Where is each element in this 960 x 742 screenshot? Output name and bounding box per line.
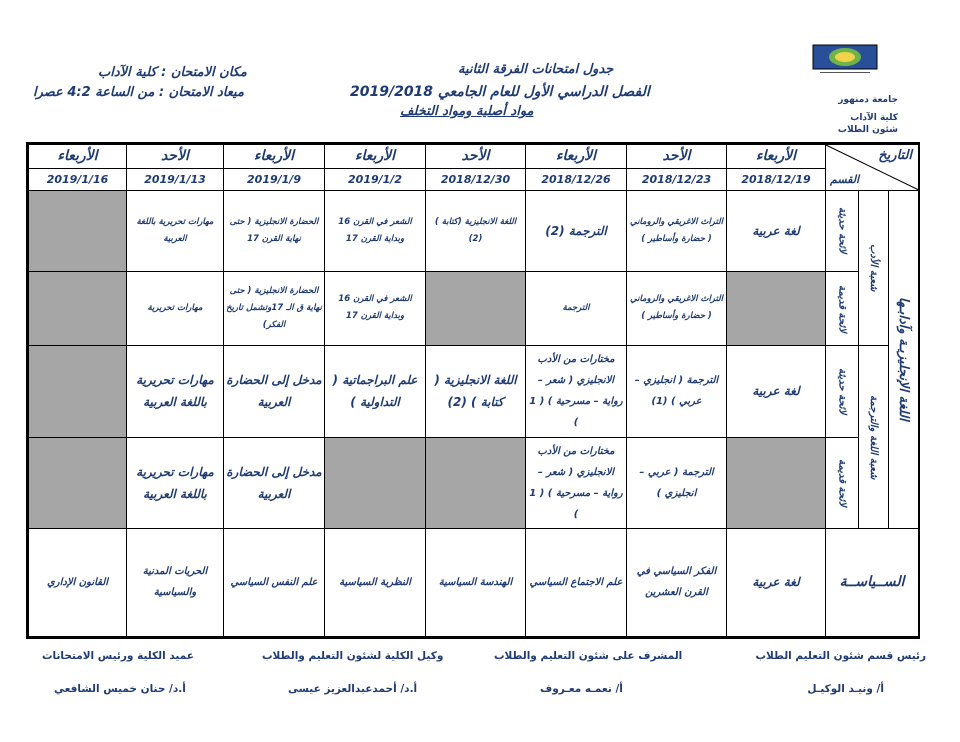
exam-cell: الترجمة ( عربي – انجليزي ) <box>627 437 727 528</box>
signature-title-4: عميد الكلية ورئيس الامتحانات <box>42 650 194 662</box>
empty-cell <box>727 437 826 528</box>
signature-name-1: أ/ ونيـد الوكيـل <box>807 683 884 695</box>
dept-english: اللغة الإنجليزيـة وآدابـها <box>889 190 919 528</box>
exam-cell: اللغة الانجليزية (كتابة ) (2) <box>426 190 526 271</box>
exam-cell: مدخل إلى الحضارة العربية <box>224 346 325 437</box>
exam-cell: اللغة الانجليزية ( كتابة ) (2) <box>426 346 526 437</box>
date-cell: 2019/1/13 <box>127 168 224 190</box>
exam-cell: مختارات من الأدب الانجليزي ( شعر – رواية – مسرحية ) ( 1 ) <box>526 437 627 528</box>
signature-name-3: أ.د/ أحمدعبدالعزيز عيسى <box>288 683 418 695</box>
empty-cell <box>426 271 526 346</box>
semester-title: الفصل الدراسي الأول للعام الجامعي 2019/2018 <box>350 84 650 100</box>
day-cell: الأربعاء <box>29 145 127 169</box>
list-old-label: لائحة قديمة <box>826 271 859 346</box>
exam-cell: الحضارة الانجليزية ( حتى نهاية ق الـ 17وتشمل تاريخ الفكر) <box>224 271 325 346</box>
date-cell: 2018/12/23 <box>627 168 727 190</box>
exam-cell: التراث الاغريقي والروماني ( حضارة وأساطير ) <box>627 271 727 346</box>
exam-cell: مهارات تحريرية <box>127 271 224 346</box>
exam-cell: لغة عربية <box>727 528 826 636</box>
branch-literature: شعبة الأدب <box>859 190 889 346</box>
exam-cell: مهارات تحريرية باللغة العربية <box>127 190 224 271</box>
exam-cell: الهندسة السياسية <box>426 528 526 636</box>
day-cell: الأربعاء <box>224 145 325 169</box>
signature-title-2: المشرف على شئون التعليم والطلاب <box>494 650 683 662</box>
empty-cell <box>29 437 127 528</box>
empty-cell <box>325 437 426 528</box>
exam-schedule-table <box>26 142 920 639</box>
date-label: التاريخ <box>878 148 913 163</box>
empty-cell <box>29 190 127 271</box>
signature-title-3: وكيل الكلية لشئون التعليم والطلاب <box>262 650 444 662</box>
exam-cell: علم البراجماتية ( التداولية ) <box>325 346 426 437</box>
exam-cell: الترجمة ( انجليزي – عربي ) (1) <box>627 346 727 437</box>
affairs-name: شئون الطلاب <box>837 125 898 135</box>
date-cell: 2019/1/9 <box>224 168 325 190</box>
empty-cell <box>426 437 526 528</box>
exam-cell: القانون الإداري <box>29 528 127 636</box>
university-logo <box>812 44 878 78</box>
signature-name-2: أ/ نعمـه معـروف <box>540 683 623 695</box>
university-block <box>748 94 898 136</box>
signature-name-4: أ.د/ حنان خميس الشافعي <box>54 683 186 695</box>
day-cell: الأربعاء <box>727 145 826 169</box>
exam-cell: الشعر في القرن 16 وبداية القرن 17 <box>325 271 426 346</box>
exam-cell: الفكر السياسي في القرن العشرين <box>627 528 727 636</box>
day-cell: الأربعاء <box>325 145 426 169</box>
day-cell: الأحد <box>127 145 224 169</box>
date-cell: 2018/12/30 <box>426 168 526 190</box>
date-cell: 2018/12/19 <box>727 168 826 190</box>
exam-cell: النظرية السياسية <box>325 528 426 636</box>
exam-cell: الحريات المدنية والسياسية <box>127 528 224 636</box>
branch-translation: شعبة اللغة والترجمة <box>859 346 889 529</box>
exam-cell: لغة عربية <box>727 190 826 271</box>
exam-cell: الشعر في القرن 16 وبداية القرن 17 <box>325 190 426 271</box>
exam-cell: الحضارة الانجليزية ( حتى نهاية القرن 17 <box>224 190 325 271</box>
empty-cell <box>29 271 127 346</box>
subjects-type: مواد أصلية ومواد التخلف <box>400 104 534 119</box>
date-cell: 2019/1/2 <box>325 168 426 190</box>
dept-label: القسم <box>830 172 860 186</box>
day-cell: الأحد <box>627 145 727 169</box>
exam-cell: مختارات من الأدب الانجليزي ( شعر – رواية – مسرحية ) ( 1 ) <box>526 346 627 437</box>
exam-cell: علم الاجتماع السياسي <box>526 528 627 636</box>
exam-cell: مدخل إلى الحضارة العربية <box>224 437 325 528</box>
list-new-label: لائحة حديثة <box>826 190 859 271</box>
exam-cell: مهارات تحريرية باللغة العربية <box>127 346 224 437</box>
list-old-label: لائحة قديمة <box>826 437 859 528</box>
exam-cell: الترجمة <box>526 271 627 346</box>
list-new-label: لائحة حديثة <box>826 346 859 437</box>
exam-time: ميعاد الامتحان : من الساعة 4:2 عصرا <box>33 85 244 100</box>
date-cell: 2018/12/26 <box>526 168 627 190</box>
exam-cell: مهارات تحريرية باللغة العربية <box>127 437 224 528</box>
page-title: جدول امتحانات الفرقة الثانية <box>458 62 614 77</box>
day-cell: الأحد <box>426 145 526 169</box>
exam-place: مكان الامتحان : كلية الآداب <box>98 65 247 80</box>
university-name: جامعة دمنهور <box>838 95 898 105</box>
exam-cell: علم النفس السياسي <box>224 528 325 636</box>
dept-politics: الســياســة <box>826 528 919 636</box>
date-cell: 2019/1/16 <box>29 168 127 190</box>
signature-title-1: رئيس قسم شئون التعليم الطلاب <box>755 650 926 662</box>
empty-cell <box>29 346 127 437</box>
exam-cell: لغة عربية <box>727 346 826 437</box>
empty-cell <box>727 271 826 346</box>
faculty-name: كلية الآداب <box>850 113 898 123</box>
exam-cell: التراث الاغريقي والروماني ( حضارة وأساطير ) <box>627 190 727 271</box>
exam-cell: الترجمة (2) <box>526 190 627 271</box>
date-dept-header <box>826 145 919 191</box>
day-cell: الأربعاء <box>526 145 627 169</box>
